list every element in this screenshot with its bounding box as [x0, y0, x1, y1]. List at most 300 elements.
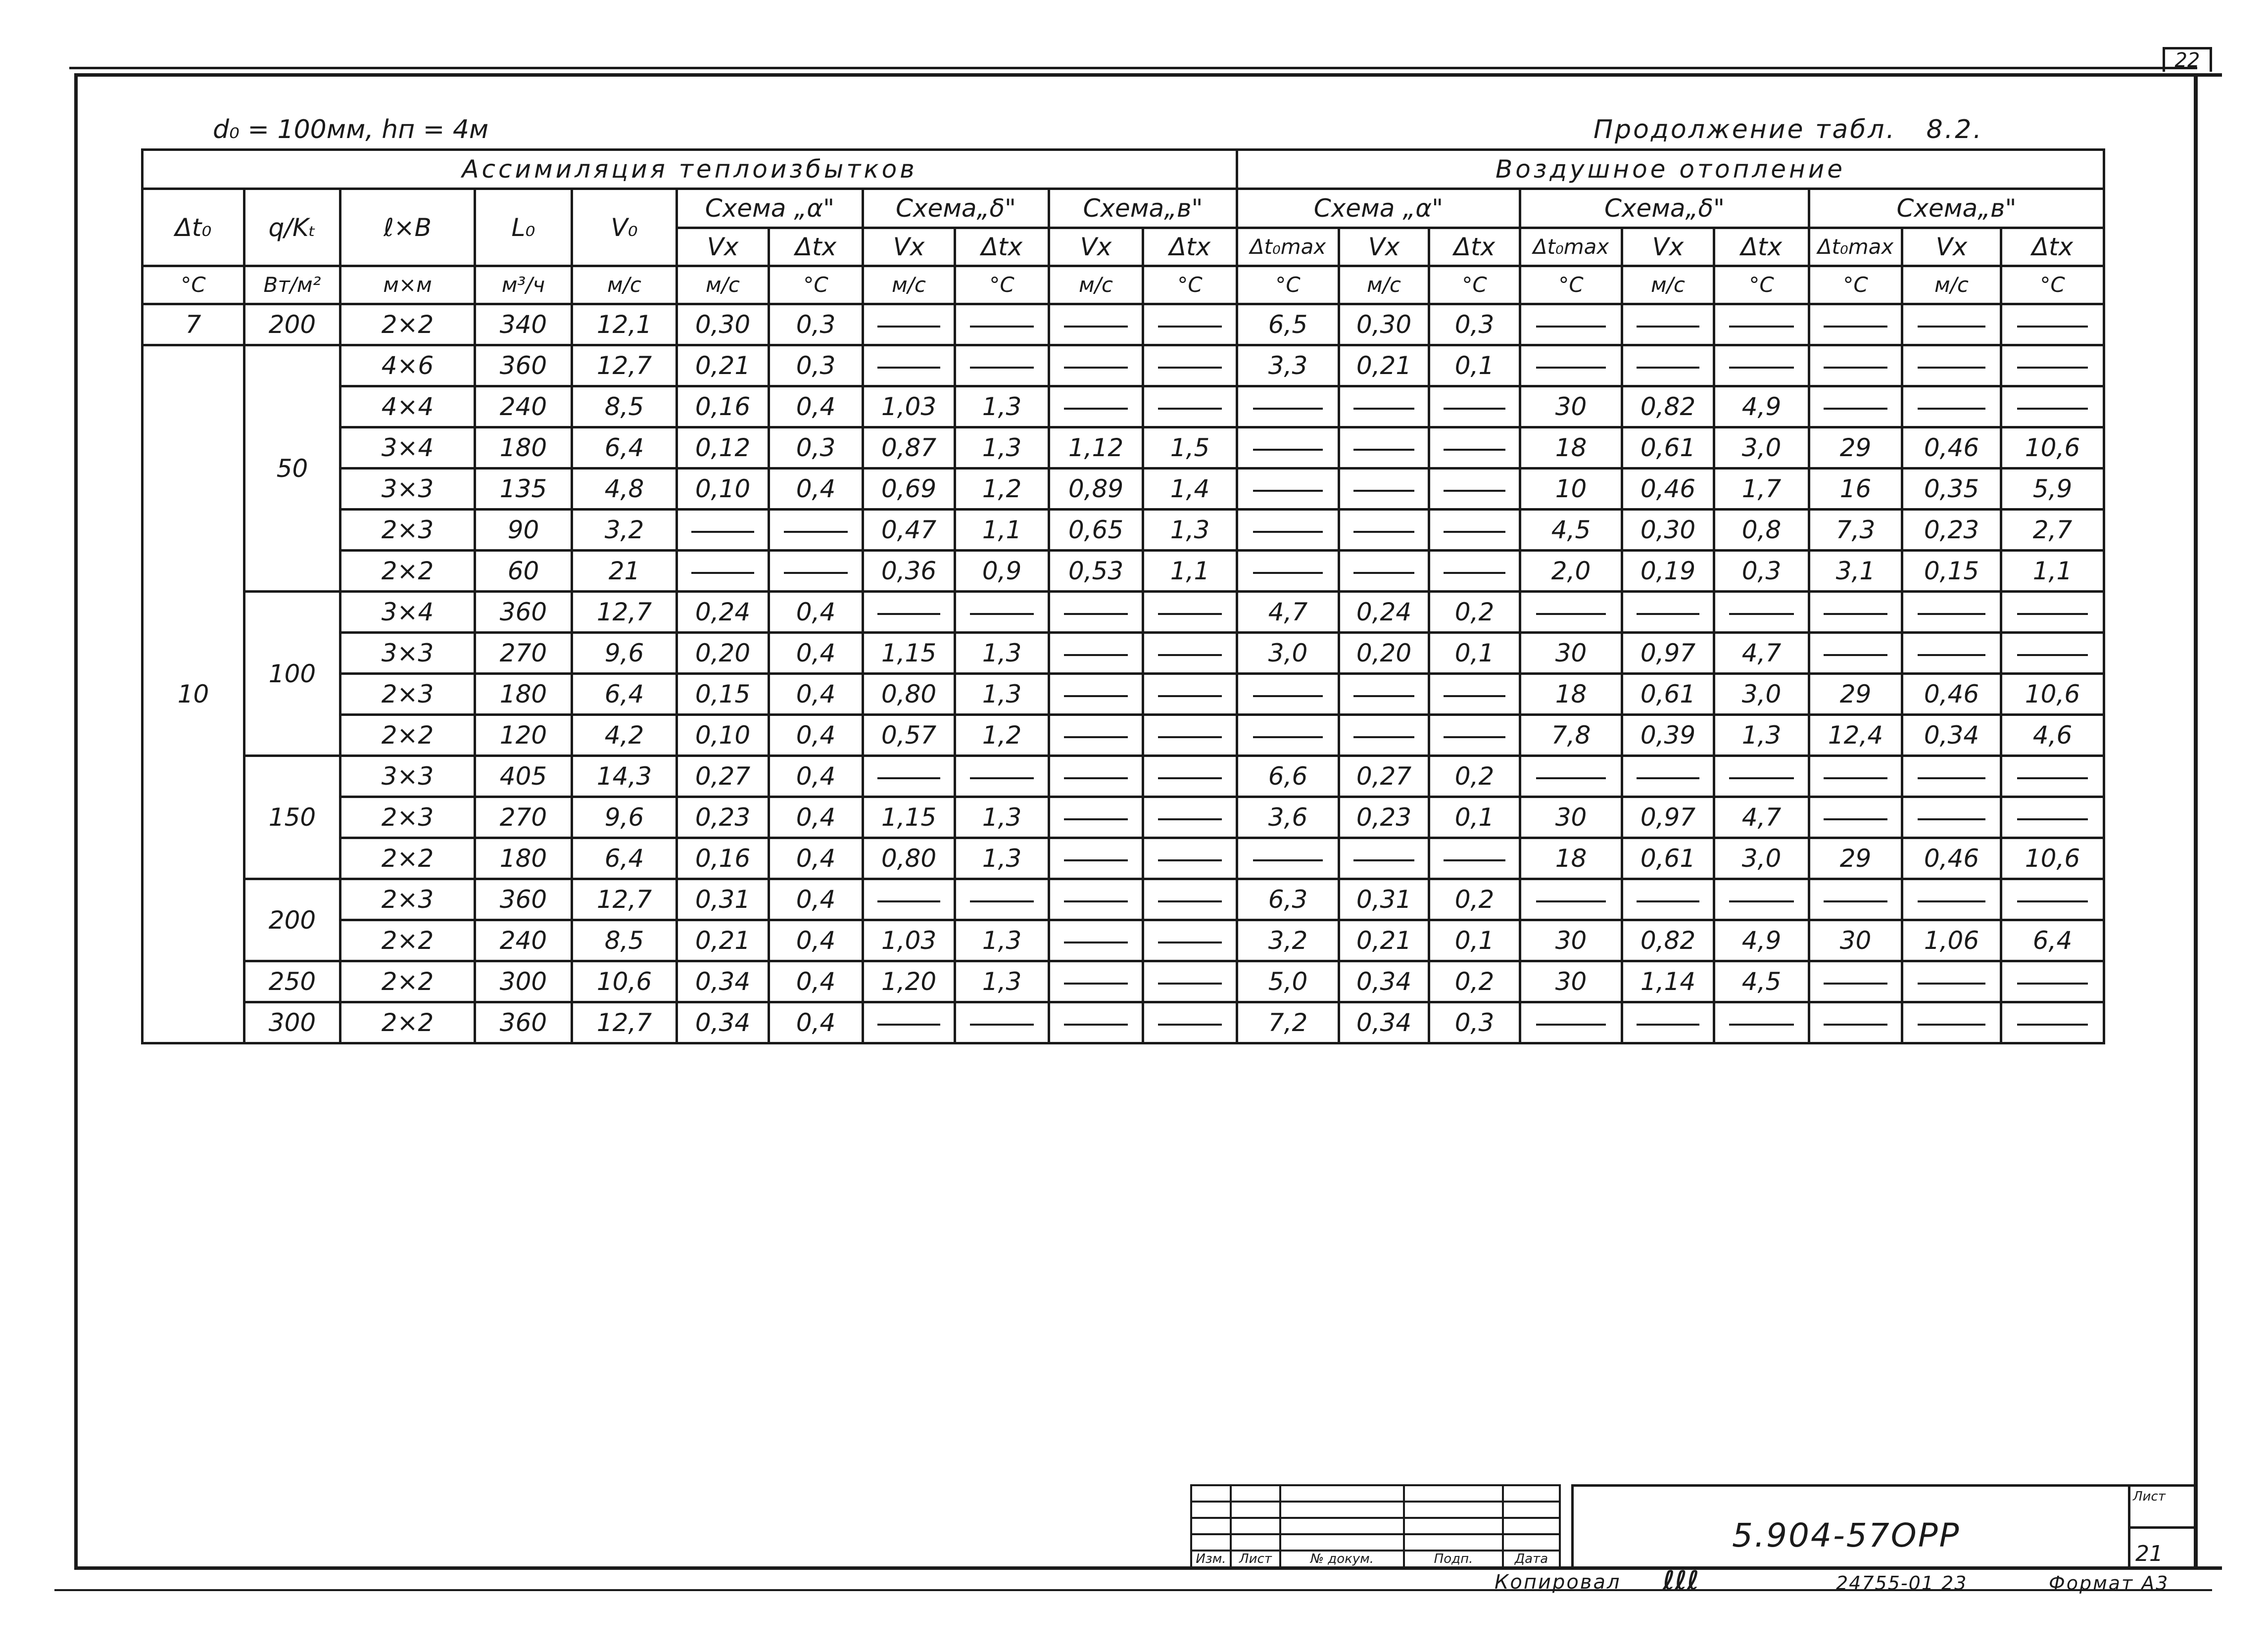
- table-cell: 0,4: [769, 838, 863, 879]
- table-cell: [1143, 715, 1237, 756]
- subheader-dtx: Δtx: [769, 228, 863, 266]
- table-cell: 18: [1520, 427, 1622, 469]
- table-cell: 0,27: [1339, 756, 1429, 797]
- table-cell: 1,3: [955, 633, 1049, 674]
- table-cell: 1,4: [1143, 469, 1237, 510]
- dash-mark: [784, 531, 848, 533]
- subheader-vx: Vx: [1339, 228, 1429, 266]
- table-cell: 10,6: [572, 961, 677, 1002]
- table-cell: 360: [475, 345, 572, 386]
- table-cell: [1809, 797, 1902, 838]
- table-cell: 8,5: [572, 920, 677, 961]
- dash-mark: [970, 1024, 1034, 1026]
- table-cell: [1143, 920, 1237, 961]
- table-cell: 0,4: [769, 879, 863, 920]
- header-l-x-b: ℓ×В: [340, 189, 475, 266]
- table-cell: 1,3: [955, 920, 1049, 961]
- dash-mark: [1637, 613, 1699, 615]
- dash-mark: [1158, 654, 1222, 656]
- table-cell: 4,7: [1714, 797, 1809, 838]
- header-scheme-b-left: Схема„δ": [863, 189, 1049, 228]
- dash-mark: [1824, 1024, 1887, 1026]
- table-cell: 16: [1809, 469, 1902, 510]
- table-cell: [1622, 879, 1714, 920]
- table-cell: 3,0: [1237, 633, 1339, 674]
- table-cell: 6,5: [1237, 304, 1339, 345]
- table-cell: [677, 510, 769, 551]
- dash-mark: [1444, 408, 1505, 410]
- header-scheme-a-left: Схема „α": [677, 189, 863, 228]
- table-cell: 0,82: [1622, 386, 1714, 427]
- table-cell: [769, 510, 863, 551]
- dash-mark: [1918, 367, 1985, 369]
- dash-mark: [970, 777, 1034, 779]
- table-cell: [1339, 838, 1429, 879]
- table-cell: 9,6: [572, 797, 677, 838]
- table-cell: 0,80: [863, 838, 955, 879]
- table-cell: [1143, 838, 1237, 879]
- table-row: [143, 1002, 2104, 1043]
- table-cell: [1049, 756, 1143, 797]
- table-row: [143, 345, 2104, 386]
- table-cell: [1049, 920, 1143, 961]
- table-cell: 30: [1809, 920, 1902, 961]
- dash-mark: [1253, 531, 1323, 533]
- header-scheme-b-right: Схема„δ": [1520, 189, 1809, 228]
- table-cell: 2×2: [340, 1002, 475, 1043]
- table-cell: 0,15: [677, 674, 769, 715]
- dash-mark: [1064, 983, 1128, 985]
- dash-mark: [2017, 326, 2087, 328]
- dash-mark: [1353, 449, 1415, 451]
- table-cell: 10,6: [2001, 427, 2104, 469]
- table-cell: 0,89: [1049, 469, 1143, 510]
- table-cell: [863, 1002, 955, 1043]
- dash-mark: [2017, 818, 2087, 820]
- dash-mark: [1064, 900, 1128, 902]
- table-cell: [1714, 756, 1809, 797]
- table-cell: [1809, 386, 1902, 427]
- dash-mark: [877, 777, 940, 779]
- table-cell: [1143, 756, 1237, 797]
- dash-mark: [1253, 695, 1323, 697]
- table-cell: 1,1: [2001, 551, 2104, 592]
- table-cell: 0,10: [677, 469, 769, 510]
- subheader-vx: Vx: [1049, 228, 1143, 266]
- dash-mark: [1824, 367, 1887, 369]
- dash-mark: [1824, 818, 1887, 820]
- table-cell: [2001, 345, 2104, 386]
- table-row: [143, 879, 2104, 920]
- table-cell: 0,3: [1714, 551, 1809, 592]
- table-cell: 2,0: [1520, 551, 1622, 592]
- table-cell: [955, 1002, 1049, 1043]
- table-cell: [1049, 715, 1143, 756]
- dash-mark: [1158, 942, 1222, 943]
- dash-mark: [970, 367, 1034, 369]
- dash-mark: [1064, 736, 1128, 738]
- unit-cell: °С: [143, 266, 244, 304]
- table-cell: 2×3: [340, 674, 475, 715]
- table-cell: 4,2: [572, 715, 677, 756]
- table-cell: 3×3: [340, 633, 475, 674]
- cell-q-k: 300: [244, 1002, 340, 1043]
- table-cell: 1,15: [863, 633, 955, 674]
- table-cell: [1049, 304, 1143, 345]
- table-cell: 12,7: [572, 1002, 677, 1043]
- table-cell: 0,21: [1339, 345, 1429, 386]
- format-label: Формат А3: [2049, 1572, 2170, 1594]
- dash-mark: [1064, 408, 1128, 410]
- header-l0: L₀: [475, 189, 572, 266]
- table-cell: [2001, 633, 2104, 674]
- table-cell: 29: [1809, 838, 1902, 879]
- dash-mark: [1253, 408, 1323, 410]
- dash-mark: [1824, 983, 1887, 985]
- dash-mark: [1729, 367, 1794, 369]
- table-cell: 360: [475, 879, 572, 920]
- dash-mark: [877, 367, 940, 369]
- table-cell: 0,3: [769, 427, 863, 469]
- unit-cell: °С: [1429, 266, 1520, 304]
- table-cell: [1143, 304, 1237, 345]
- table-cell: 0,57: [863, 715, 955, 756]
- table-cell: [1143, 592, 1237, 633]
- table-cell: 29: [1809, 674, 1902, 715]
- table-cell: 1,03: [863, 920, 955, 961]
- table-cell: [1520, 879, 1622, 920]
- table-cell: [1714, 304, 1809, 345]
- table-cell: 4×4: [340, 386, 475, 427]
- table-cell: [955, 879, 1049, 920]
- unit-cell: м/с: [1902, 266, 2001, 304]
- table-cell: 0,30: [1339, 304, 1429, 345]
- subheader-dtmax: Δt₀max: [1809, 228, 1902, 266]
- table-cell: [1237, 715, 1339, 756]
- copied-by-signature: ℓℓℓ: [1663, 1566, 1699, 1596]
- dash-mark: [1064, 695, 1128, 697]
- cell-q-k: 200: [244, 304, 340, 345]
- dash-mark: [1353, 859, 1415, 861]
- table-cell: 0,47: [863, 510, 955, 551]
- table-cell: [2001, 1002, 2104, 1043]
- table-cell: 0,46: [1622, 469, 1714, 510]
- dash-mark: [1158, 613, 1222, 615]
- dash-mark: [1353, 408, 1415, 410]
- dash-mark: [877, 1024, 940, 1026]
- unit-cell: м³/ч: [475, 266, 572, 304]
- table-cell: 0,30: [677, 304, 769, 345]
- dash-mark: [1918, 983, 1985, 985]
- dash-mark: [877, 326, 940, 328]
- table-cell: 0,69: [863, 469, 955, 510]
- table-cell: 0,34: [1339, 1002, 1429, 1043]
- sheet-top-number: 22: [2163, 47, 2212, 72]
- table-cell: 0,4: [769, 633, 863, 674]
- table-cell: 9,6: [572, 633, 677, 674]
- table-cell: 0,80: [863, 674, 955, 715]
- unit-cell: °С: [2001, 266, 2104, 304]
- table-cell: 135: [475, 469, 572, 510]
- dash-mark: [1253, 490, 1323, 492]
- table-cell: 0,61: [1622, 427, 1714, 469]
- unit-cell: °С: [1809, 266, 1902, 304]
- table-cell: 300: [475, 961, 572, 1002]
- sheet-label: Лист: [2133, 1489, 2166, 1504]
- table-cell: [2001, 304, 2104, 345]
- table-cell: [1902, 386, 2001, 427]
- table-cell: 0,46: [1902, 674, 2001, 715]
- unit-cell: °С: [1714, 266, 1809, 304]
- dash-mark: [2017, 900, 2087, 902]
- table-cell: 6,4: [572, 427, 677, 469]
- table-cell: [1809, 592, 1902, 633]
- table-cell: 3,0: [1714, 427, 1809, 469]
- dash-mark: [1918, 326, 1985, 328]
- table-cell: 12,7: [572, 345, 677, 386]
- dash-mark: [1918, 900, 1985, 902]
- cell-dt0: 10: [143, 345, 244, 1043]
- dash-mark: [1918, 408, 1985, 410]
- table-cell: [1049, 838, 1143, 879]
- table-cell: 3,2: [1237, 920, 1339, 961]
- table-cell: 405: [475, 756, 572, 797]
- dash-mark: [1064, 1024, 1128, 1026]
- dash-mark: [1918, 777, 1985, 779]
- table-cell: 10,6: [2001, 674, 2104, 715]
- dash-mark: [1918, 818, 1985, 820]
- table-cell: 1,12: [1049, 427, 1143, 469]
- table-cell: 0,31: [1339, 879, 1429, 920]
- table-cell: 0,23: [1339, 797, 1429, 838]
- copied-by-label: Копировал: [1495, 1571, 1621, 1594]
- table-cell: 30: [1520, 920, 1622, 961]
- revision-label: Подп.: [1404, 1551, 1503, 1567]
- dash-mark: [2017, 1024, 2087, 1026]
- table-cell: 0,3: [769, 304, 863, 345]
- top-border-line: [69, 67, 2197, 69]
- table-cell: 2×2: [340, 551, 475, 592]
- table-row: [143, 838, 2104, 879]
- table-cell: 4,7: [1237, 592, 1339, 633]
- table-cell: 0,4: [769, 592, 863, 633]
- table-cell: [955, 345, 1049, 386]
- table-cell: 0,12: [677, 427, 769, 469]
- table-cell: 0,10: [677, 715, 769, 756]
- table-cell: 0,23: [1902, 510, 2001, 551]
- table-cell: 18: [1520, 674, 1622, 715]
- table-cell: 1,3: [955, 961, 1049, 1002]
- table-cell: 0,21: [677, 345, 769, 386]
- dash-mark: [1536, 777, 1606, 779]
- table-cell: [1809, 1002, 1902, 1043]
- table-cell: 0,24: [677, 592, 769, 633]
- dash-mark: [1637, 1024, 1699, 1026]
- table-cell: 0,3: [1429, 304, 1520, 345]
- table-cell: 0,30: [1622, 510, 1714, 551]
- dash-mark: [1158, 983, 1222, 985]
- subheader-dtx: Δtx: [955, 228, 1049, 266]
- table-cell: 0,4: [769, 1002, 863, 1043]
- table-cell: [1809, 633, 1902, 674]
- dash-mark: [1253, 736, 1323, 738]
- dash-mark: [1729, 777, 1794, 779]
- table-cell: 0,4: [769, 674, 863, 715]
- table-cell: 18: [1520, 838, 1622, 879]
- dash-mark: [1918, 654, 1985, 656]
- dash-mark: [1824, 326, 1887, 328]
- header-scheme-v-right: Схема„в": [1809, 189, 2104, 228]
- table-cell: 0,34: [677, 961, 769, 1002]
- table-cell: [1809, 879, 1902, 920]
- table-cell: 4×6: [340, 345, 475, 386]
- unit-cell: °С: [1520, 266, 1622, 304]
- table-cell: [1339, 510, 1429, 551]
- table-cell: 3,1: [1809, 551, 1902, 592]
- dash-mark: [970, 326, 1034, 328]
- table-cell: 0,4: [769, 961, 863, 1002]
- table-cell: [2001, 386, 2104, 427]
- table-cell: 29: [1809, 427, 1902, 469]
- subheader-vx: Vx: [1622, 228, 1714, 266]
- table-cell: 1,7: [1714, 469, 1809, 510]
- table-cell: 360: [475, 592, 572, 633]
- group-air-heating: Воздушное отопление: [1237, 150, 2104, 189]
- table-cell: 6,4: [2001, 920, 2104, 961]
- revision-label: Лист: [1231, 1551, 1280, 1567]
- table-cell: 1,1: [955, 510, 1049, 551]
- table-cell: [1339, 674, 1429, 715]
- table-cell: [1622, 345, 1714, 386]
- table-cell: 0,4: [769, 715, 863, 756]
- header-scheme-a-right: Схема „α": [1237, 189, 1520, 228]
- table-cell: 270: [475, 633, 572, 674]
- table-row: [143, 469, 2104, 510]
- table-cell: 60: [475, 551, 572, 592]
- table-cell: [1049, 797, 1143, 838]
- table-cell: 2×3: [340, 879, 475, 920]
- unit-cell: °С: [1143, 266, 1237, 304]
- subheader-vx: Vx: [677, 228, 769, 266]
- table-cell: 0,15: [1902, 551, 2001, 592]
- table-cell: 0,34: [1902, 715, 2001, 756]
- dash-mark: [1536, 613, 1606, 615]
- unit-cell: м×м: [340, 266, 475, 304]
- table-cell: 0,46: [1902, 427, 2001, 469]
- table-cell: [1714, 345, 1809, 386]
- table-cell: [863, 345, 955, 386]
- table-cell: [1143, 674, 1237, 715]
- table-cell: [1049, 592, 1143, 633]
- subheader-vx: Vx: [1902, 228, 2001, 266]
- table-cell: [1902, 1002, 2001, 1043]
- table-row: [143, 592, 2104, 633]
- table-cell: [1237, 427, 1339, 469]
- table-cell: 12,1: [572, 304, 677, 345]
- unit-cell: м/с: [1622, 266, 1714, 304]
- subheader-dtmax: Δt₀max: [1520, 228, 1622, 266]
- table-cell: 4,9: [1714, 386, 1809, 427]
- table-cell: 3×3: [340, 756, 475, 797]
- table-cell: 180: [475, 674, 572, 715]
- dash-mark: [1253, 572, 1323, 574]
- dash-mark: [1637, 777, 1699, 779]
- table-cell: 1,2: [955, 715, 1049, 756]
- table-cell: [1520, 1002, 1622, 1043]
- continuation-label: Продолжение табл.: [1593, 115, 1897, 144]
- dash-mark: [1353, 695, 1415, 697]
- table-cell: 0,16: [677, 386, 769, 427]
- table-cell: 2×2: [340, 961, 475, 1002]
- table-cell: 0,8: [1714, 510, 1809, 551]
- table-cell: 120: [475, 715, 572, 756]
- table-cell: 5,0: [1237, 961, 1339, 1002]
- table-cell: 0,1: [1429, 345, 1520, 386]
- table-cell: 4,5: [1714, 961, 1809, 1002]
- table-cell: [1902, 345, 2001, 386]
- subheader-dtx: Δtx: [1429, 228, 1520, 266]
- unit-cell: м/с: [1339, 266, 1429, 304]
- data-table: [141, 148, 2105, 1044]
- table-cell: 30: [1520, 961, 1622, 1002]
- table-cell: 5,9: [2001, 469, 2104, 510]
- table-cell: [955, 756, 1049, 797]
- revision-label: Дата: [1503, 1551, 1560, 1567]
- table-cell: 0,4: [769, 386, 863, 427]
- table-cell: 360: [475, 1002, 572, 1043]
- revision-table: [1190, 1484, 1561, 1568]
- table-cell: 3,6: [1237, 797, 1339, 838]
- table-cell: [1143, 386, 1237, 427]
- dash-mark: [1158, 818, 1222, 820]
- table-cell: 0,4: [769, 756, 863, 797]
- table-cell: 1,3: [955, 797, 1049, 838]
- dash-mark: [970, 900, 1034, 902]
- cell-q-k: 50: [244, 345, 340, 592]
- table-cell: [1143, 879, 1237, 920]
- dash-mark: [1824, 777, 1887, 779]
- table-cell: [1429, 427, 1520, 469]
- cell-q-k: 150: [244, 756, 340, 879]
- table-cell: 1,20: [863, 961, 955, 1002]
- table-cell: 0,1: [1429, 633, 1520, 674]
- dash-mark: [1064, 777, 1128, 779]
- dash-mark: [1158, 859, 1222, 861]
- table-cell: [1809, 961, 1902, 1002]
- table-cell: [2001, 961, 2104, 1002]
- table-cell: 0,24: [1339, 592, 1429, 633]
- table-cell: 30: [1520, 797, 1622, 838]
- table-cell: 30: [1520, 386, 1622, 427]
- table-cell: 3,0: [1714, 674, 1809, 715]
- table-row: [143, 427, 2104, 469]
- revision-label: Изм.: [1191, 1551, 1231, 1567]
- cell-q-k: 100: [244, 592, 340, 756]
- header-dt0: Δt₀: [143, 189, 244, 266]
- table-cell: 0,35: [1902, 469, 2001, 510]
- table-cell: 3,2: [572, 510, 677, 551]
- subheader-vx: Vx: [863, 228, 955, 266]
- dash-mark: [1064, 367, 1128, 369]
- unit-cell: м/с: [1049, 266, 1143, 304]
- dash-mark: [691, 572, 754, 574]
- table-cell: 10,6: [2001, 838, 2104, 879]
- table-cell: 0,3: [769, 345, 863, 386]
- dash-mark: [1536, 326, 1606, 328]
- table-cell: 7,3: [1809, 510, 1902, 551]
- table-cell: 6,4: [572, 838, 677, 879]
- drawing-frame-right-edge: [2194, 73, 2198, 1570]
